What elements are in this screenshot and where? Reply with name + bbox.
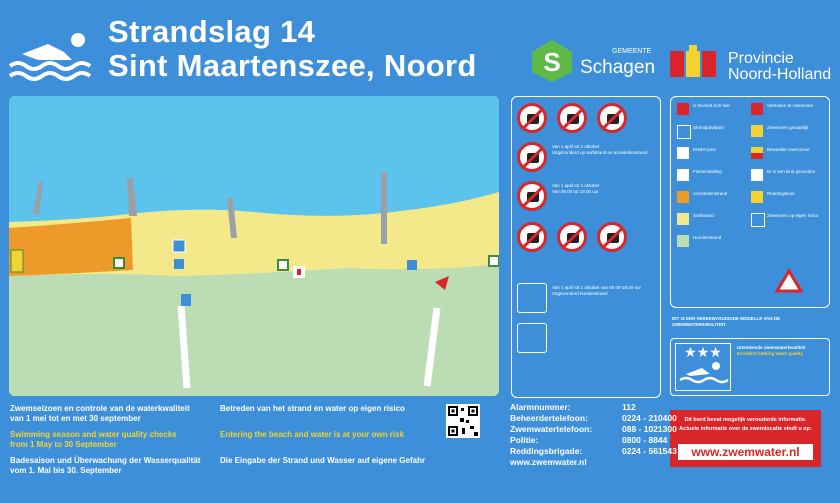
kitesurf-rule-text: Van 1 april tot 1 oktober Uitgezonderd op surfstrand en activiteitenstrand	[552, 144, 648, 155]
guarded-zone-label: Bewaakte zwemzone	[767, 147, 810, 152]
gemeente-schagen-logo	[528, 38, 656, 84]
contact-row-alarm: Alarmnummer: 112	[510, 402, 636, 412]
outdated-line1: Dit bord bevat mogelijk verouderde informatie.	[684, 417, 807, 423]
dog-beach-icon	[677, 235, 689, 247]
no-kite-icon	[597, 222, 627, 252]
swim-dangerous-label: Zwemmen gevaarlijk	[767, 125, 809, 130]
no-glass-icon	[557, 103, 587, 133]
activity-zone-label: Activiteitenstrand	[693, 191, 728, 196]
quality-title: Uitstekende zwemwaterkwaliteit	[737, 345, 806, 350]
no-horses-icon	[517, 181, 547, 211]
quality-stars: ★★★	[684, 344, 722, 360]
contact-row-police: Politie: 0800 - 8844	[510, 435, 668, 445]
svg-text:S: S	[543, 47, 561, 77]
outdated-line2: Actuele informatie over de zwemlocatie vindt u op:	[679, 426, 812, 432]
dog-cleanup-icon	[517, 323, 547, 353]
swimmer-icon	[8, 30, 96, 82]
beach-pavilion-icon	[677, 125, 691, 139]
provincie-noord-holland-logo	[668, 45, 833, 85]
zwemwater-link[interactable]: www.zwemwater.nl	[678, 444, 813, 460]
you-are-here-label: U bevindt zich hier	[693, 103, 731, 108]
qr-code-icon[interactable]	[446, 404, 480, 438]
schagen-label: Schagen	[580, 57, 656, 78]
contact-row-swimwater: Zwemwatertelefoon: 088 - 1021300	[510, 424, 677, 434]
risk-info	[220, 404, 440, 466]
beach-map-drawing	[9, 96, 499, 396]
quality-subtitle: Excellent bathing water quality	[737, 351, 804, 356]
surf-zone-label: Surfstrand	[693, 213, 714, 218]
provincie-label: Provincie	[728, 50, 794, 67]
no-fire-icon	[517, 103, 547, 133]
swim-forbidden-label: Verboden te zwemmen	[767, 103, 814, 108]
website-label[interactable]: www.zwemwater.nl	[510, 457, 587, 467]
warning-triangle-icon	[775, 269, 803, 293]
lost-child-icon	[751, 169, 763, 181]
dog-beach-label: Hondenstrand	[693, 235, 722, 240]
risk-de: Die Eingabe der Strand und Wasser auf eigene Gefahr	[220, 456, 426, 465]
no-parasail-icon	[557, 222, 587, 252]
water-quality-box	[670, 338, 830, 396]
outdated-info-box	[670, 410, 821, 467]
beach-map	[9, 96, 499, 396]
swim-own-risk-label: Zwemmen op eigen risico	[767, 213, 819, 218]
provincie-emblem-icon	[668, 45, 724, 81]
horse-rule-text: Van 1 april tot 1 oktober Van 09.00 tot 19.00 uur	[552, 183, 600, 194]
contact-list	[510, 402, 677, 468]
lost-child-label: Er is een kind gevonden	[767, 169, 816, 174]
season-nl-line1: Zwemseizoen en controle van de waterkwaliteit	[10, 404, 190, 413]
first-aid-label: EHBO-post	[693, 147, 716, 152]
risk-nl: Betreden van het strand en water op eigen risico	[220, 404, 405, 413]
season-en-line2: from 1 May to 30 September	[10, 440, 117, 449]
bicycle-parking-label: Fietsenstalling	[693, 169, 722, 174]
no-kitesurf-icon	[517, 142, 547, 172]
swim-forbidden-flag-icon	[751, 103, 763, 115]
contact-row-manager: Beheerdertelefoon: 0224 - 210400	[510, 413, 677, 423]
contact-row-rescue: Reddingsbrigade: 0224 - 561543	[510, 446, 677, 456]
legend-panel	[670, 96, 830, 308]
swim-dangerous-flag-icon	[751, 125, 763, 137]
rescue-device-label: Reddingsboei	[767, 191, 795, 196]
noord-holland-label: Noord-Holland	[728, 66, 832, 83]
season-info	[10, 404, 220, 476]
activity-zone-icon	[677, 191, 689, 203]
bicycle-parking-icon	[677, 169, 689, 181]
swimmer-small-icon	[676, 360, 730, 386]
no-motorboat-icon	[517, 222, 547, 252]
page-title: Strandslag 14	[108, 14, 316, 49]
dog-walking-icon	[517, 283, 547, 313]
season-en-line1: Swimming season and water quality checks	[10, 430, 177, 439]
dog-rule-text: Van 1 april tot 1 oktober van 09.00-19.00 uur Uitgezonderd hondenstrand	[552, 285, 641, 296]
rescue-device-icon	[751, 191, 763, 203]
page-subtitle: Sint Maartenszee, Noord	[108, 48, 477, 83]
season-de-line1: Badesaison und Überwachung der Wasserqualität	[10, 456, 201, 465]
schagen-emblem-icon	[528, 38, 576, 84]
beach-pavilion-label: Strandpaviljoen	[693, 125, 725, 130]
season-de-line2: vom 1. Mai bis 30. September	[10, 466, 122, 475]
first-aid-icon	[677, 147, 689, 159]
you-are-here-icon	[677, 103, 689, 115]
water-quality-note: DIT IS EEN VEREENVOUDIGDE MODELLE VAN DE ZWEMWATERKWALITEIT	[672, 316, 781, 327]
season-nl-line2: van 1 mei tot en met 30 september	[10, 414, 141, 423]
risk-en: Entering the beach and water is at your own risk	[220, 430, 405, 439]
surf-zone-icon	[677, 213, 689, 225]
swim-own-risk-icon	[751, 213, 765, 227]
no-camping-icon	[597, 103, 627, 133]
rules-panel	[511, 96, 661, 398]
gemeente-label: GEMEENTE	[612, 48, 652, 55]
guarded-zone-flag-icon	[751, 147, 763, 159]
